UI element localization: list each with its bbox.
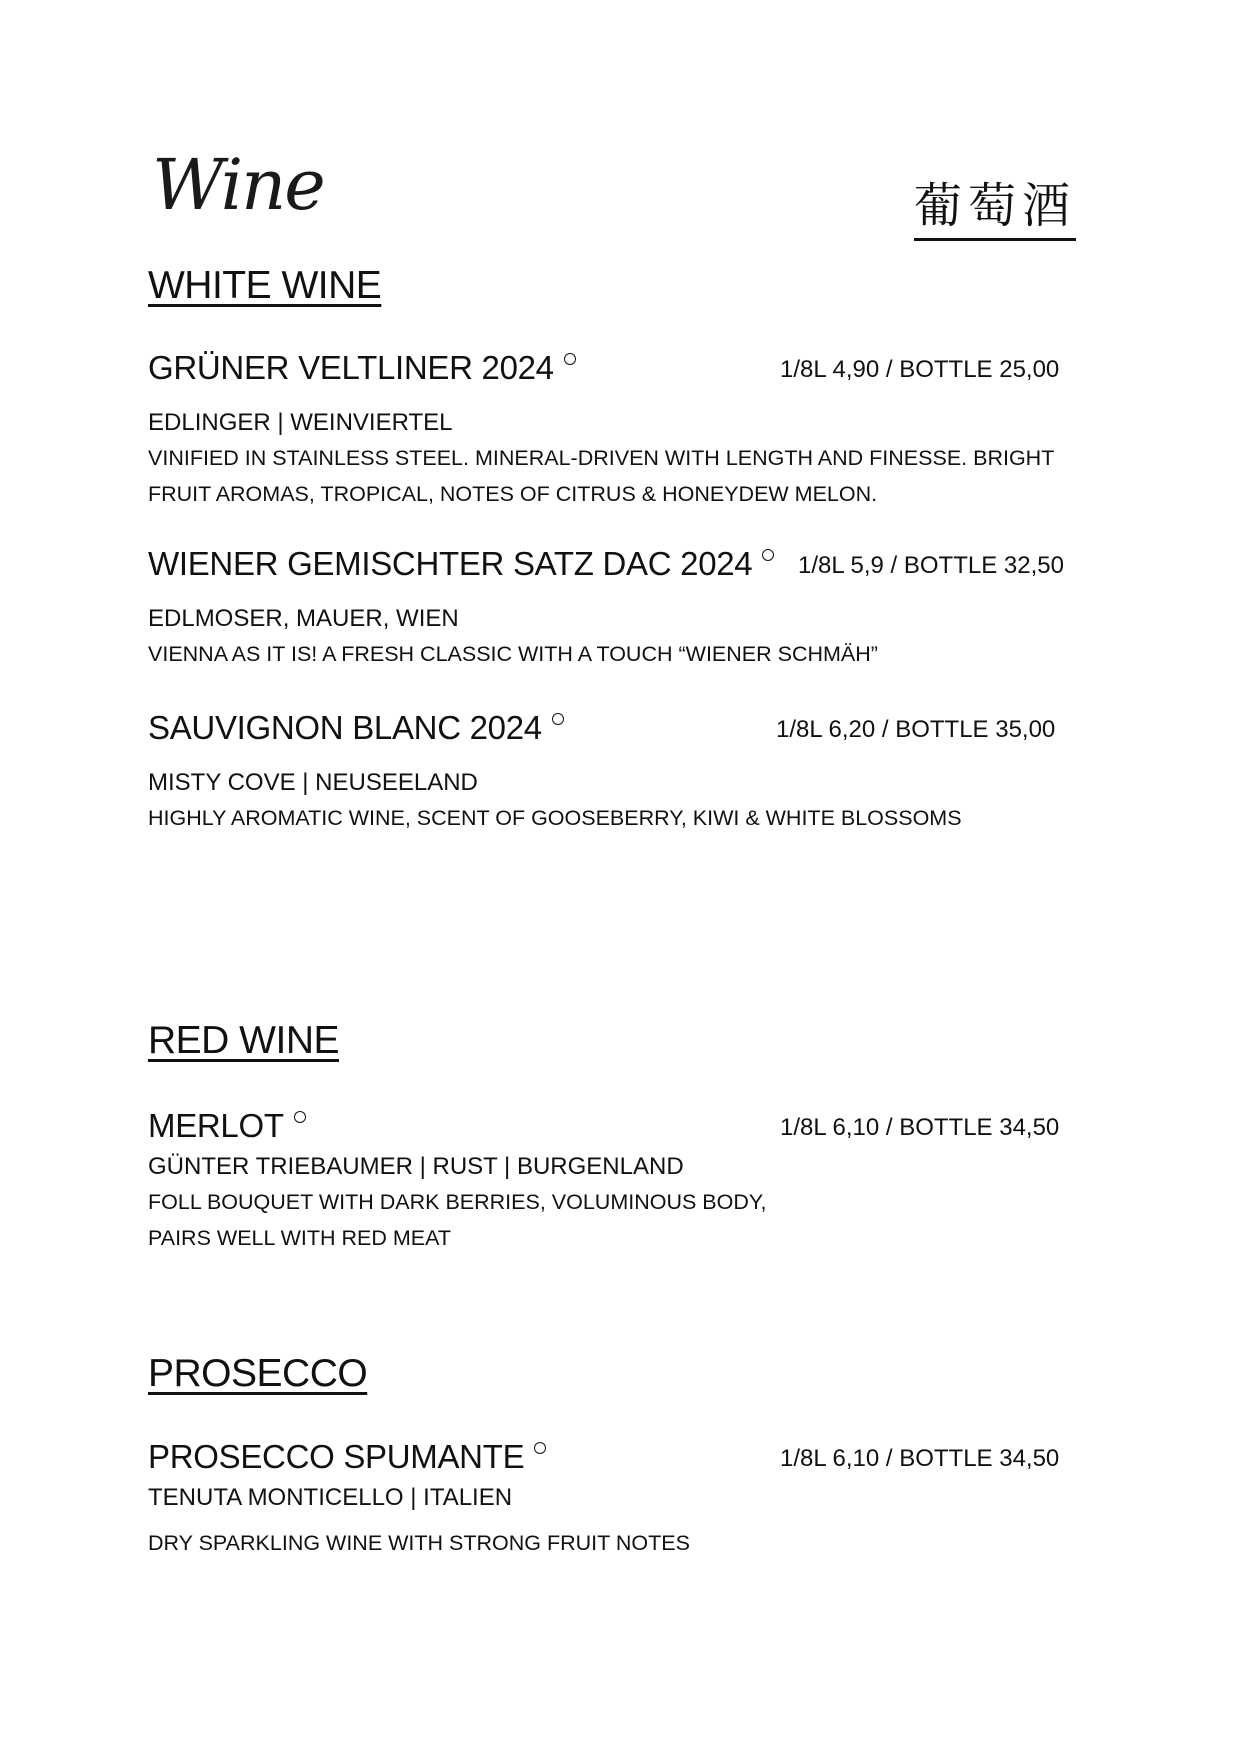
wine-item-prosecco-spumante [148, 1435, 1098, 1561]
wine-description-line: FRUIT AROMAS, TROPICAL, NOTES OF CITRUS & HONEYDEW MELON. [148, 482, 878, 506]
wine-name: SAUVIGNON BLANC 2024 [148, 706, 564, 750]
page-title-chinese: 葡萄酒 [914, 182, 1076, 241]
section-heading-white-wine: WHITE WINE [148, 264, 382, 307]
wine-origin: MISTY COVE | NEUSEELAND [148, 769, 478, 796]
dot-icon [534, 1442, 546, 1454]
wine-item-merlot [148, 1104, 1098, 1256]
wine-item-sauvignon-blanc [148, 706, 1098, 836]
wine-description-line: HIGHLY AROMATIC WINE, SCENT OF GOOSEBERRY, KIWI & WHITE BLOSSOMS [148, 806, 962, 830]
wine-origin: TENUTA MONTICELLO | ITALIEN [148, 1484, 513, 1511]
wine-price: 1/8L 6,10 / BOTTLE 34,50 [780, 1114, 1060, 1141]
wine-price: 1/8L 6,10 / BOTTLE 34,50 [780, 1445, 1060, 1472]
wine-price: 1/8L 6,20 / BOTTLE 35,00 [776, 716, 1056, 743]
wine-description-line: VIENNA AS IT IS! A FRESH CLASSIC WITH A TOUCH “WIENER SCHMÄH” [148, 642, 878, 666]
wine-price: 1/8L 4,90 / BOTTLE 25,00 [780, 356, 1060, 383]
dot-icon [564, 353, 576, 365]
wine-name: GRÜNER VELTLINER 2024 [148, 346, 576, 390]
wine-origin: EDLMOSER, MAUER, WIEN [148, 605, 459, 632]
wine-origin: GÜNTER TRIEBAUMER | RUST | BURGENLAND [148, 1153, 684, 1180]
wine-name: PROSECCO SPUMANTE [148, 1435, 546, 1479]
wine-description-line: DRY SPARKLING WINE WITH STRONG FRUIT NOTES [148, 1531, 690, 1555]
section-heading-red-wine: RED WINE [148, 1019, 339, 1062]
wine-origin: EDLINGER | WEINVIERTEL [148, 409, 453, 436]
wine-price: 1/8L 5,9 / BOTTLE 32,50 [798, 552, 1064, 579]
wine-name: MERLOT [148, 1104, 306, 1148]
dot-icon [294, 1111, 306, 1123]
section-heading-prosecco: PROSECCO [148, 1352, 368, 1395]
page-title: Wine [152, 144, 324, 226]
wine-item-wiener-gemischter-satz [148, 542, 1098, 672]
dot-icon [762, 549, 774, 561]
wine-item-gruner-veltliner [148, 346, 1098, 512]
wine-description-line: PAIRS WELL WITH RED MEAT [148, 1226, 452, 1250]
dot-icon [552, 713, 564, 725]
wine-description-line: VINIFIED IN STAINLESS STEEL. MINERAL-DRIVEN WITH LENGTH AND FINESSE. BRIGHT [148, 446, 1055, 470]
wine-description-line: FOLL BOUQUET WITH DARK BERRIES, VOLUMINOUS BODY, [148, 1190, 767, 1214]
wine-name: WIENER GEMISCHTER SATZ DAC 2024 [148, 542, 774, 586]
